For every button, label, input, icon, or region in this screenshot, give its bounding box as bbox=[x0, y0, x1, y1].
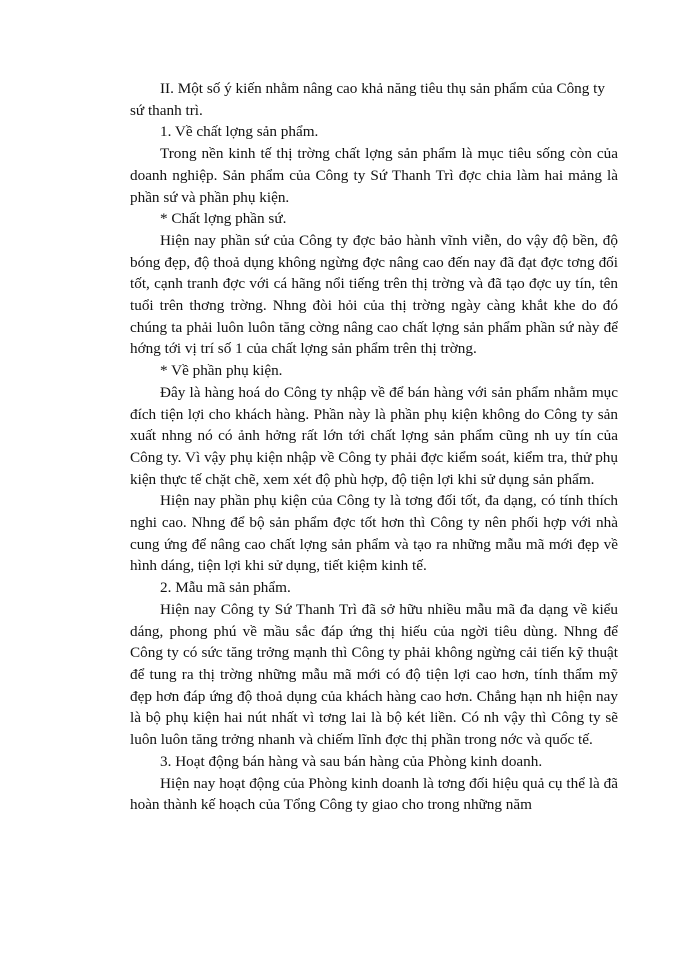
subsection-heading: * Về phần phụ kiện. bbox=[160, 362, 283, 380]
section-heading: II. Một số ý kiến nhằm nâng cao khả năng tiêu thụ sản phẩm của Công ty sứ thanh trì. bbox=[130, 80, 605, 119]
body-paragraph: Hiện nay hoạt động của Phòng kinh doanh là tơng đối hiệu quả cụ thể là đã hoàn thành kế hoạch của Tổng Công ty giao cho trong những năm bbox=[130, 774, 618, 814]
body-paragraph: Đây là hàng hoá do Công ty nhập về để bán hàng với sản phẩm nhằm mục đích tiện lợi cho khách hàng. Phần này là phần phụ kiện không do Công ty sản xuất nhng nó có ảnh hởng rất lớn tới chất lợng sản phẩm cũng nh uy tín của Công ty. Vì vậy phụ kiện nhập về Công ty phải đợc kiểm soát, kiểm tra, thử phụ kiện thực tế chặt chẽ, xem xét độ phù hợp, độ tiện lợi khi sử dụng sản phẩm. bbox=[130, 383, 618, 488]
subsection-heading: 1. Về chất lợng sản phẩm. bbox=[160, 123, 319, 141]
subsection-heading: 3. Hoạt động bán hàng và sau bán hàng của Phòng kinh doanh. bbox=[160, 752, 543, 770]
subsection-heading: 2. Mẫu mã sản phẩm. bbox=[160, 579, 291, 597]
body-paragraph: Hiện nay Công ty Sứ Thanh Trì đã sở hữu nhiều mẫu mã đa dạng về kiểu dáng, phong phú về mầu sắc đáp ứng thị hiếu của ngời tiêu dùng. Nhng để Công ty có sức tăng trởng mạnh thì Công ty phải không ngừng cải tiến kỹ thuật để tung ra thị trờng những mẫu mã mới có độ tiện lợi cao hơn, tính thẩm mỹ đẹp hơn đáp ứng độ thoả dụng của khách hàng cao hơn. Chẳng hạn nh hiện nay là bộ phụ kiện hai nút nhất vì tơng lai là bộ két liền. Có nh vậy thì Công ty sẽ luôn luôn tăng trởng nhanh và chiếm lĩnh đợc thị phần trong nớc và quốc tế. bbox=[130, 600, 618, 749]
subsection-heading: * Chất lợng phần sứ. bbox=[160, 210, 287, 228]
body-paragraph: Hiện nay phần sứ của Công ty đợc bảo hành vĩnh viễn, do vậy độ bền, độ bóng đẹp, độ thoả dụng không ngừng đợc nâng cao đến nay đã đạt đợc tơng đối tốt, cạnh tranh đợc với cá hãng nổi tiếng trên thị trờng và đã tạo đợc uy tín, tên tuổi trên thơng trờng. Nhng đòi hỏi của thị trờng ngày càng khắt khe do đó chúng ta phải luôn luôn tăng cờng nâng cao chất lợng sản phẩm phần sứ này để hớng tới vị trí số 1 của chất lợng sản phẩm trên thị trờng. bbox=[130, 231, 618, 358]
document-body bbox=[130, 78, 618, 816]
body-paragraph: Trong nền kinh tế thị trờng chất lợng sản phẩm là mục tiêu sống còn của doanh nghiệp. Sản phẩm của Công ty Sứ Thanh Trì đợc chia làm hai mảng là phần sứ và phần phụ kiện. bbox=[130, 145, 618, 206]
body-paragraph: Hiện nay phần phụ kiện của Công ty là tơng đối tốt, đa dạng, có tính thích nghi cao. Nhng để bộ sản phẩm đợc tốt hơn thì Công ty nên phối hợp với nhà cung ứng để nâng cao chất lợng sản phẩm và tạo ra những mẫu mã mới đẹp về hình dáng, tiện lợi khi sử dụng, tiết kiệm kinh tế. bbox=[130, 492, 618, 575]
